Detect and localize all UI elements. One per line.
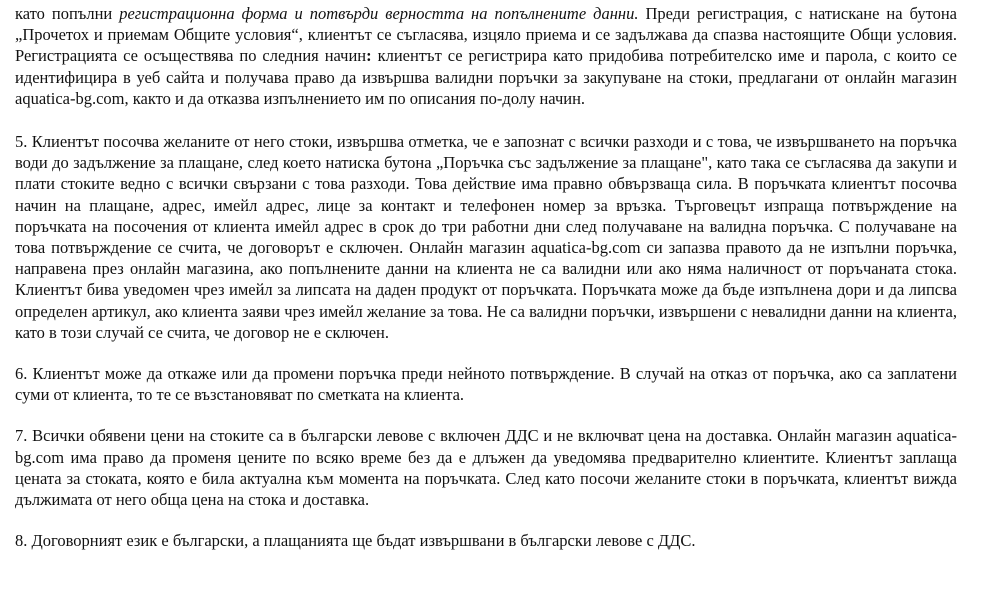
terms-document: [15, 0, 957, 551]
paragraph-6-cancel: 6. Клиентът може да откаже или да промени поръчка преди нейното потвърждение. В случай на отказ от поръчка, ако са заплатени суми от клиента, то те се възстановяват по сметката на клиента.: [15, 364, 957, 405]
intro-text-2: Преди регистрация, с натискане на бутона „Прочетох и приемам Общите условия“, клиентът се съгласява, изцяло приема и се задължава да спазва настоящите Общи условия. Регистрацията се осъществява по следния начин: [15, 4, 957, 66]
intro-colon: :: [366, 46, 372, 66]
intro-text-3: клиентът се регистрира като придобива потребителско име и парола, с които се идентифицира в уеб сайта и получава право да извършва валидни поръчки за закупуване на стоки, предлагани от онлайн магазин aquatica-bg.com, както и да отказва изпълнението им по описания по-долу начин.: [15, 46, 957, 108]
paragraph-5-order: 5. Клиентът посочва желаните от него стоки, извършва отметка, че е запознат с всички разходи и с това, че извършването на поръчка води до задължение за плащане, след което натиска бутона „Поръчка със задължение за плащане", като така се съгласява да закупи и плати стоките ведно с всички свързани с това разходи. Това действие има правно обвързваща сила. В поръчката клиентът посочва начин на плащане, адрес, имейл адрес, лице за контакт и телефонен номер за връзка. Търговецът изпраща потвърждение на поръчката на посочения от клиента имейл адрес в срок до три работни дни след получаване на валидна поръчка. С получаване на това потвърждение се счита, че договорът е сключен. Онлайн магазин aquatica-bg.com си запазва правото да не изпълни поръчка, направена през онлайн магазина, ако попълнените данни на клиента не са валидни или ако няма наличност от поръчаната стока. Клиентът бива уведомен чрез имейл за липсата на даден продукт от поръчката. Поръчката може да бъде изпълнена дори и да липсва определен артикул, ако клиента заяви чрез имейл желание за това. Не са валидни поръчки, извършени с невалидни данни на клиента, като в този случай се счита, че договор не е сключен.: [15, 132, 957, 342]
paragraph-8-language: 8. Договорният език е български, а плащанията ще бъдат извършвани в български левове с ДДС.: [15, 531, 696, 551]
intro-text-1: като попълни: [15, 4, 120, 23]
paragraph-7-prices: 7. Всички обявени цени на стоките са в български левове с включен ДДС и не включват цена на доставка. Онлайн магазин aquatica-bg.com има право да променя цените по всяко време без да е длъжен да уведомява предварително клиентите. Клиентът заплаща цената за стоката, която е била актуална към момента на поръчката. След като посочи желаните стоки в поръчката, клиентът вижда дължимата от него обща цена на стока и доставка.: [15, 426, 957, 510]
intro-italic-text: регистрационна форма и потвърди верността на попълнените данни.: [119, 4, 639, 23]
paragraph-registration: [15, 3, 957, 109]
